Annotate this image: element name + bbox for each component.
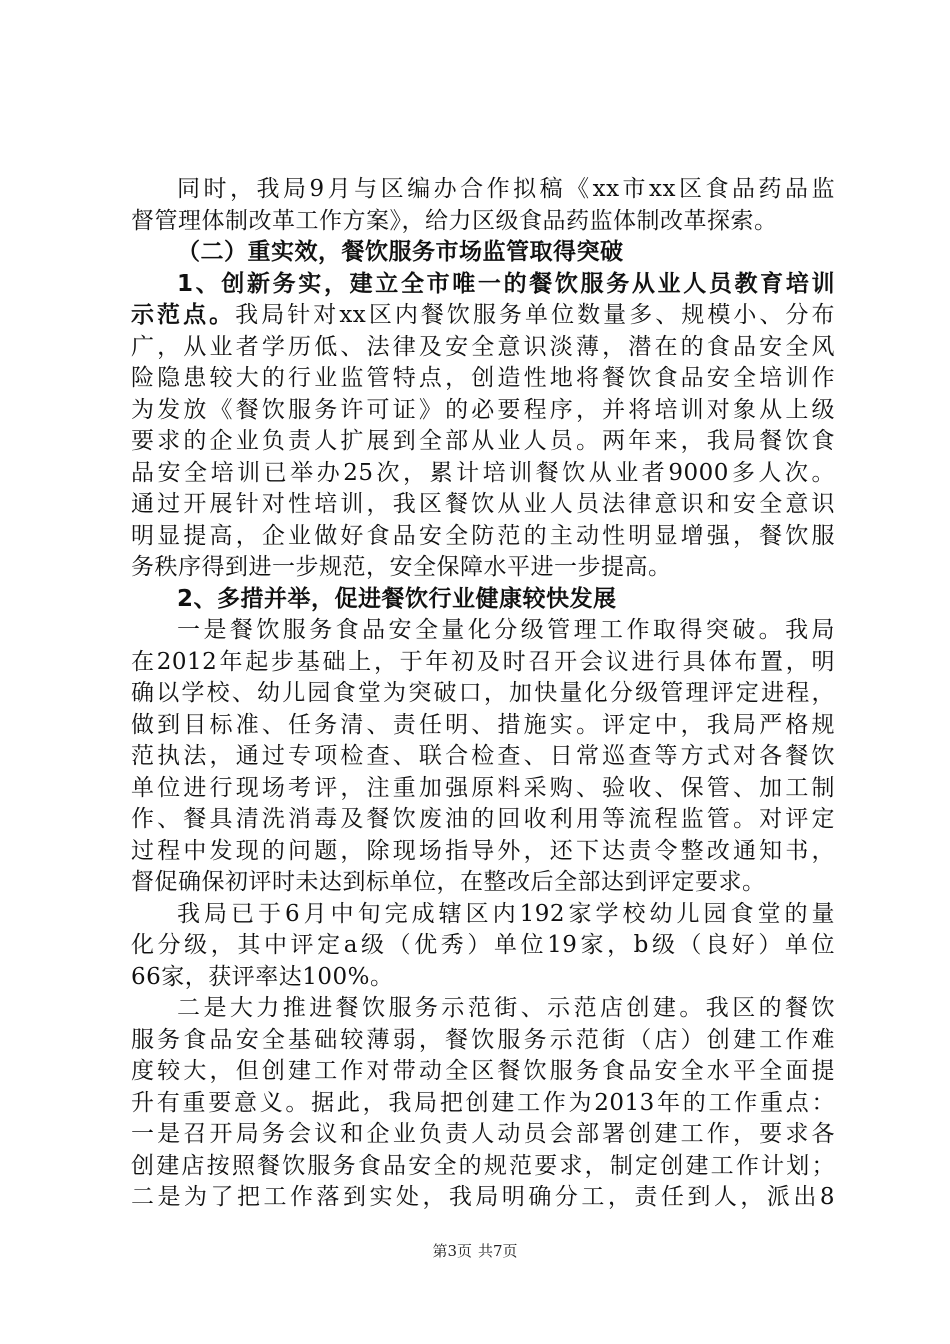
paragraph-line: 过程中发现的问题，除现场指导外，还下达责令整改通知书，	[131, 837, 835, 864]
paragraph-line: 度较大，但创建工作对带动全区餐饮服务食品安全水平全面提	[131, 1058, 835, 1084]
paragraph-line: 二是大力推进餐饮服务示范街、示范店创建。我区的餐饮	[177, 995, 835, 1021]
paragraph-line: 做到目标准、任务清、责任明、措施实。评定中，我局严格规	[131, 711, 835, 738]
paragraph-line: 创建店按照餐饮服务食品安全的规范要求，制定创建工作计划；	[131, 1152, 835, 1179]
paragraph-line: 通过开展针对性培训，我区餐饮从业人员法律意识和安全意识	[131, 491, 835, 517]
paragraph-line: 服务食品安全基础较薄弱，餐饮服务示范街（店）创建工作难	[131, 1026, 835, 1053]
paragraph-line: 广，从业者学历低、法律及安全意识淡薄，潜在的食品安全风	[131, 333, 835, 360]
document-body	[131, 174, 835, 1214]
subsection-heading: 1、创新务实，建立全市唯一的餐饮服务从业人员教育培训	[177, 270, 835, 297]
paragraph-line: 同时，我局9月与区编办合作拟稿《xx市xx区食品药品监	[177, 176, 835, 202]
paragraph-line: 明显提高，企业做好食品安全防范的主动性明显增强，餐饮服	[131, 522, 835, 549]
page-footer	[0, 1240, 950, 1261]
paragraph-text: 我局针对xx区内餐饮服务单位数量多、规模小、分布	[235, 302, 836, 328]
paragraph-line: 作、餐具清洗消毒及餐饮废油的回收利用等流程监管。对评定	[131, 806, 835, 832]
page-number: 第3页	[432, 1242, 472, 1260]
paragraph-line: 确以学校、幼儿园食堂为突破口，加快量化分级管理评定进程，	[131, 680, 835, 706]
paragraph-line: 升有重要意义。据此，我局把创建工作为2013年的工作重点：	[131, 1089, 835, 1116]
paragraph-line	[131, 300, 835, 332]
paragraph-line: 66家，获评率达100%。	[131, 963, 394, 990]
subsection-heading-tail: 示范点。	[131, 302, 236, 328]
paragraph-line: 险隐患较大的行业监管特点，创造性地将餐饮食品安全培训作	[131, 365, 835, 391]
page-total: 共7页	[478, 1242, 518, 1260]
subsection-heading: 2、多措并举，促进餐饮行业健康较快发展	[177, 585, 617, 612]
paragraph-line: 一是餐饮服务食品安全量化分级管理工作取得突破。我局	[177, 617, 835, 643]
paragraph-line: 督管理体制改革工作方案》，给力区级食品药监体制改革探索。	[131, 207, 778, 234]
paragraph-line: 为发放《餐饮服务许可证》的必要程序，并将培训对象从上级	[131, 396, 835, 423]
paragraph-line: 务秩序得到进一步规范，安全保障水平进一步提高。	[131, 554, 672, 580]
section-heading: （二）重实效，餐饮服务市场监管取得突破	[177, 239, 624, 265]
paragraph-line: 二是为了把工作落到实处，我局明确分工，责任到人，派出8	[131, 1184, 835, 1210]
paragraph-line: 我局已于6月中旬完成辖区内192家学校幼儿园食堂的量	[177, 900, 835, 927]
paragraph-line: 一是召开局务会议和企业负责人动员会部署创建工作，要求各	[131, 1121, 835, 1147]
paragraph-line: 督促确保初评时未达到标单位，在整改后全部达到评定要求。	[131, 869, 766, 895]
paragraph-line: 化分级，其中评定a级（优秀）单位19家，b级（良好）单位	[131, 932, 835, 958]
paragraph-line: 在2012年起步基础上，于年初及时召开会议进行具体布置，明	[131, 648, 835, 675]
paragraph-line: 要求的企业负责人扩展到全部从业人员。两年来，我局餐饮食	[131, 428, 835, 454]
paragraph-line: 品安全培训已举办25次，累计培训餐饮从业者9000多人次。	[131, 459, 835, 486]
paragraph-line: 范执法，通过专项检查、联合检查、日常巡查等方式对各餐饮	[131, 743, 835, 769]
paragraph-line: 单位进行现场考评，注重加强原料采购、验收、保管、加工制	[131, 774, 835, 801]
